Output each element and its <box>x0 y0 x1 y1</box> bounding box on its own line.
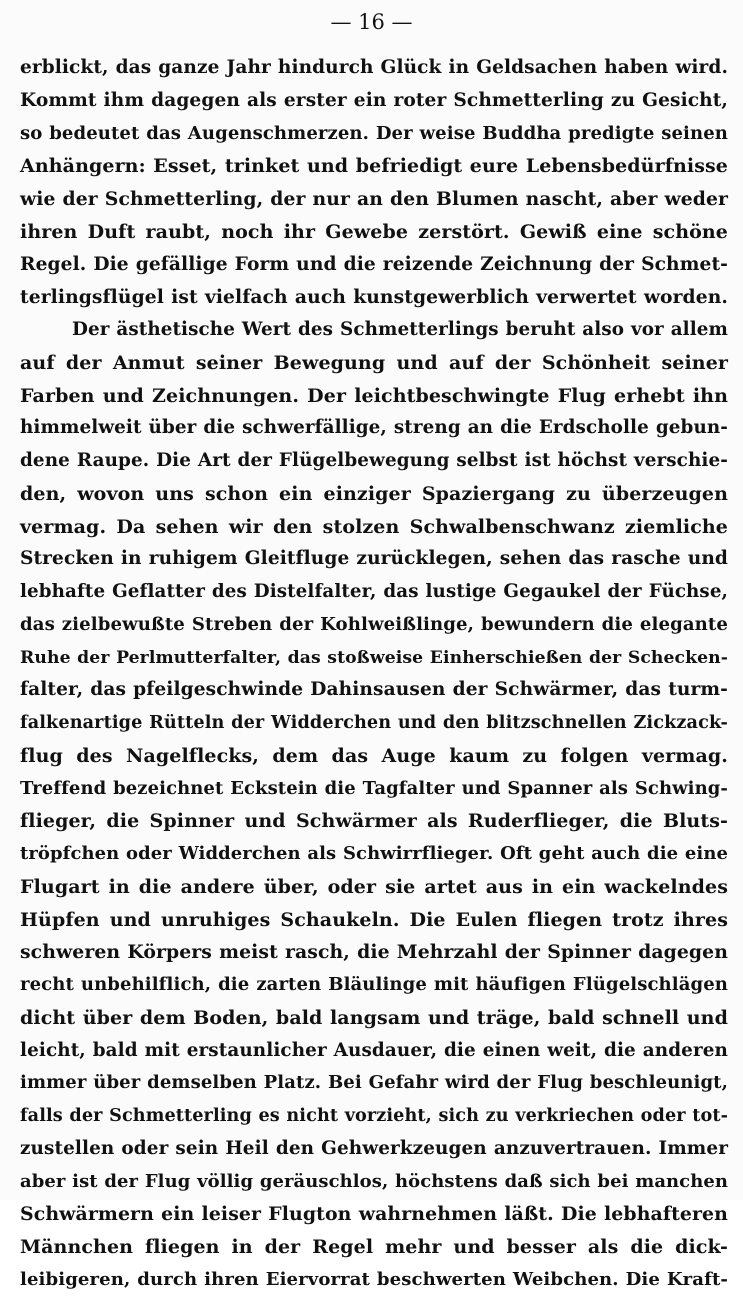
text-line: falls der Schmetterling es nicht vorzieht, sich zu verkriechen oder tot- <box>20 1105 728 1126</box>
body-text <box>20 52 728 1297</box>
text-line: falkenartige Rütteln der Widderchen und den blitzschnellen Zickzack- <box>20 712 728 733</box>
text-line: so bedeutet das Augenschmerzen. Der weise Buddha predigte seinen <box>20 122 728 144</box>
text-line: dene Raupe. Die Art der Flügelbewegung selbst ist höchst verschie- <box>20 450 728 471</box>
text-line: Regel. Die gefällige Form und die reizende Zeichnung der Schmet- <box>20 253 728 275</box>
text-line: Treffend bezeichnet Eckstein die Tagfalter und Spanner als Schwing- <box>20 777 728 799</box>
text-line: zustellen oder sein Heil den Gehwerkzeugen anzuvertrauen. Immer <box>20 1137 728 1159</box>
text-line: tröpfchen oder Widderchen als Schwirrflieger. Oft geht auch die eine <box>20 843 728 864</box>
text-line: flug des Nagelflecks, dem das Auge kaum zu folgen vermag. <box>20 744 728 767</box>
text-line: Farben und Zeichnungen. Der leichtbeschwingte Flug erhebt ihn <box>20 384 728 407</box>
text-line: Männchen fliegen in der Regel mehr und besser als die dick- <box>20 1236 728 1258</box>
text-line: terlingsflügel ist vielfach auch kunstgewerblich verwertet worden. <box>20 286 728 309</box>
text-line: ihren Duft raubt, noch ihr Gewebe zerstört. Gewiß eine schöne <box>20 220 728 243</box>
text-line: Der ästhetische Wert des Schmetterlings beruht also vor allem <box>72 319 728 340</box>
text-line: Hüpfen und unruhiges Schaukeln. Die Eulen fliegen trotz ihres <box>20 908 728 931</box>
text-line: aber ist der Flug völlig geräuschlos, höchstens daß sich bei manchen <box>20 1170 728 1192</box>
text-line: leibigeren, durch ihren Eiervorrat beschwerten Weibchen. Die Kraft- <box>20 1268 728 1290</box>
text-line: leicht, bald mit erstaunlicher Ausdauer, die einen weit, die anderen <box>20 1039 728 1061</box>
text-line: Strecken in ruhigem Gleitfluge zurücklegen, sehen das rasche und <box>20 548 728 570</box>
text-line: Kommt ihm dagegen als erster ein roter Schmetterling zu Gesicht, <box>20 89 728 111</box>
page-number: — 16 — <box>330 10 413 34</box>
text-line: schweren Körpers meist rasch, die Mehrzahl der Spinner dagegen <box>20 941 728 964</box>
text-line: wie der Schmetterling, der nur an den Blumen nascht, aber weder <box>20 188 728 210</box>
text-line: Schwärmern ein leiser Flugton wahrnehmen läßt. Die lebhafteren <box>20 1203 728 1226</box>
text-line: Anhängern: Esset, trinket und befriedigt eure Lebensbedürfnisse <box>20 155 728 178</box>
text-line: erblickt, das ganze Jahr hindurch Glück in Geldsachen haben wird. <box>20 57 728 78</box>
text-line: Flugart in die andere über, oder sie artet aus in ein wackelndes <box>20 875 728 898</box>
text-line: flieger, die Spinner und Schwärmer als Ruderflieger, die Bluts- <box>20 810 728 833</box>
text-line: lebhafte Geflatter des Distelfalter, das lustige Gegaukel der Füchse, <box>20 581 728 602</box>
text-line: Ruhe der Perlmutterfalter, das stoßweise Einherschießen der Schecken- <box>20 647 728 668</box>
text-line: falter, das pfeilgeschwinde Dahinsausen der Schwärmer, das turm- <box>20 679 728 701</box>
text-line: recht unbehilflich, die zarten Bläulinge mit häufigen Flügelschlägen <box>20 974 728 995</box>
text-line: auf der Anmut seiner Bewegung und auf der Schönheit seiner <box>20 351 728 374</box>
text-line: immer über demselben Platz. Bei Gefahr wird der Flug beschleunigt, <box>20 1072 728 1094</box>
text-line: himmelweit über die schwerfällige, streng an die Erdscholle gebun- <box>20 417 728 439</box>
text-line: vermag. Da sehen wir den stolzen Schwalbenschwanz ziemliche <box>20 515 728 538</box>
text-line: dicht über dem Boden, bald langsam und träge, bald schnell und <box>20 1006 728 1029</box>
text-line: den, wovon uns schon ein einziger Spaziergang zu überzeugen <box>20 482 728 505</box>
text-line: das zielbewußte Streben der Kohlweißlinge, bewundern die elegante <box>20 613 728 635</box>
